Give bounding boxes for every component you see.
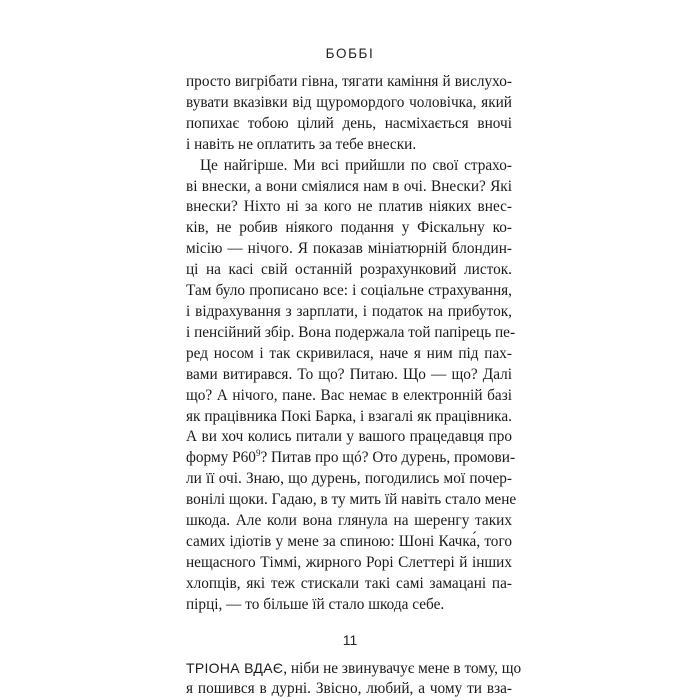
text-line: і відрахування з зарплати, і податок на прибуток, [186,302,512,320]
text-line [186,658,522,680]
text-run: ? Питав про щó? Ото дурень, промови- [260,449,516,467]
text-line: нещасного Тіммі, жирного Рорі Слеттері й інших [186,553,512,571]
page-number: 11 [342,632,358,648]
text-line: попихає тобою цілий день, насміхається вночі [186,114,512,132]
text-line: що? А нічого, пане. Вас немає в електронній базі [186,386,512,404]
text-line: ці на касі свій останній розрахунковий листок. [186,261,512,279]
text-line: як працівника Покі Барка, і взагалі як працівника. [186,407,512,425]
text-line: ків, не робив ніякого подання у Фіскальну ко- [186,219,512,237]
text-line: пірці, — то більше їй стало шкода себе. [186,595,445,613]
text-run: форму Р60 [186,449,256,467]
text-line: хлопців, які теж стискали такі самі замацані па- [186,574,512,592]
paragraph [186,658,522,700]
text-line: шкода. Але коли вона глянула на шеренгу таких [186,512,512,530]
section-lead-in: ТРІОНА ВДАЄ [186,659,284,676]
text-line: я пошився в дурні. Звісно, любий, а чому ти вза- [186,680,512,698]
text-line: вами витирався. То що? Питаю. Що — що? Далі [186,365,512,383]
text-line: ві внески, а вони сміялися нам в очі. Внески? Які [186,177,512,195]
text-line: місію — нічого. Я показав мініатюрній блондин- [186,240,512,258]
body-text [186,72,522,700]
text-line: ред носом і так скривилася, наче я ним під пах- [186,344,512,362]
text-line: просто вигрібати гівна, тягати каміння й вислухо- [186,73,512,90]
paragraph [186,72,512,156]
text-line: ли її очі. Знаю, що дурень, погодились мої почер- [186,470,512,488]
text-line: Це найгірше. Ми всі прийшли по свої страхо- [200,156,512,174]
text-line: самих ідіотів у мене за спиною: Шоні Качка́, того [186,532,512,550]
text-line [186,448,516,469]
text-line: вонілі щоки. Гадаю, в ту мить їй навіть стало мене [186,491,517,509]
footnote-marker: 9 [255,448,261,459]
paragraph [186,156,517,616]
text-line: Там було прописано все: і соціальне страхування, [186,282,512,300]
text-run: , ніби не звинувачує мене в тому, що [283,659,522,677]
text-line: і навіть не оплатить за тебе внески. [186,135,417,153]
text-line: А ви хоч колись питали у вашого працедавця про [186,428,512,446]
text-line: внески? Ніхто ні за кого не платив ніяких внес- [186,198,512,216]
text-line: і пенсійний збір. Вона подержала той папірець пе- [186,323,516,341]
text-line: вувати вказівки від щуромордого чоловічка, який [186,93,512,111]
running-head: БОББІ [325,46,375,61]
